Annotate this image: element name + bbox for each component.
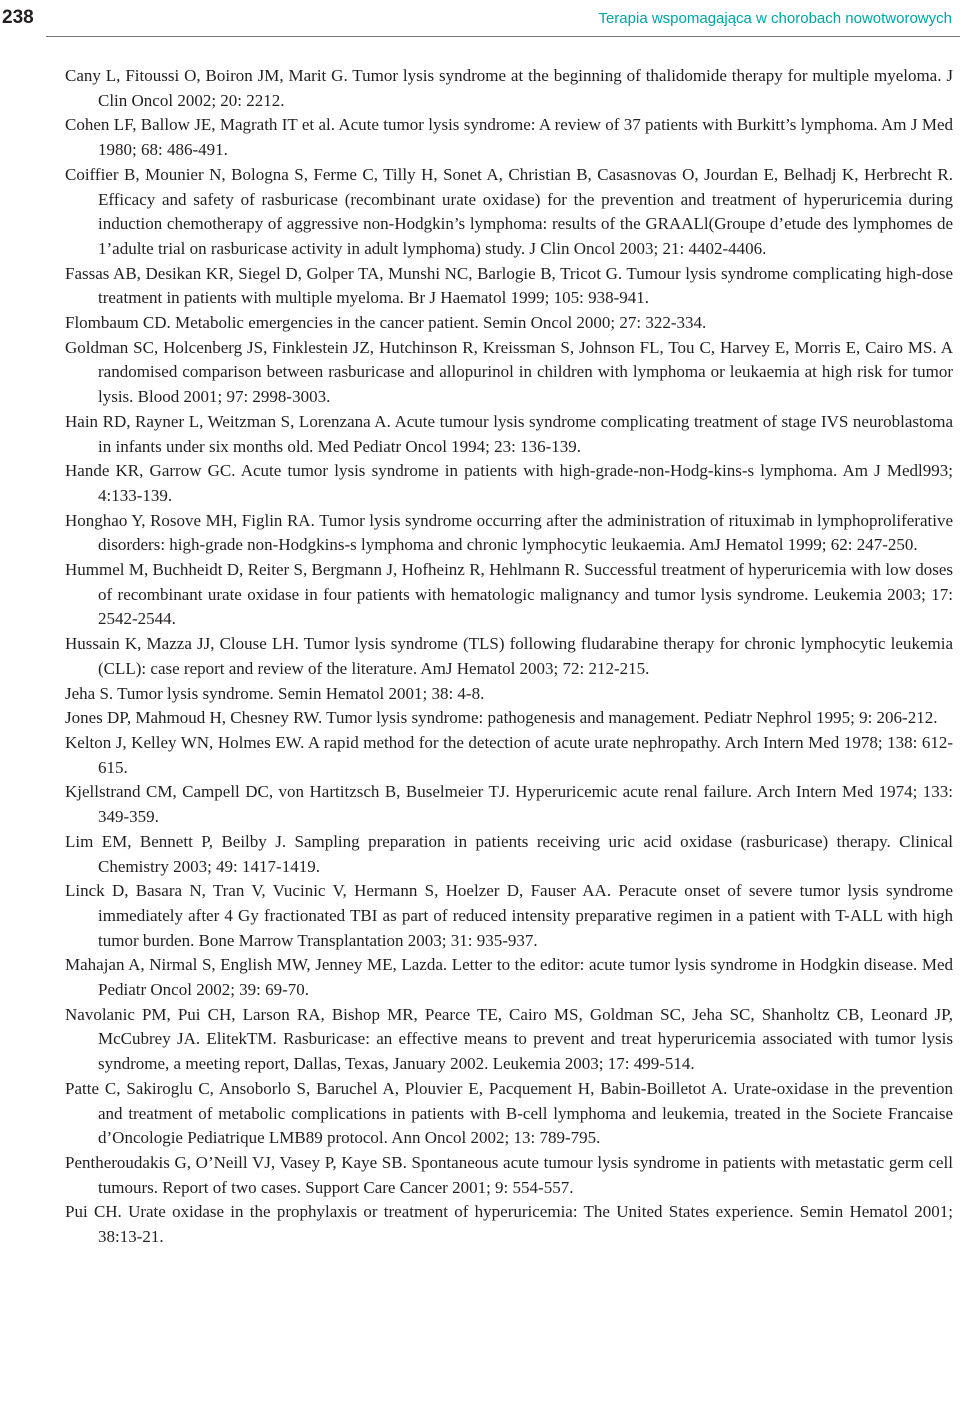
reference-item: Jones DP, Mahmoud H, Chesney RW. Tumor lysis syndrome: pathogenesis and management. Pediatr Nephrol 1995; 9: 206-212. (65, 708, 938, 728)
reference-item: Flombaum CD. Metabolic emergencies in the cancer patient. Semin Oncol 2000; 27: 322-334. (65, 313, 707, 333)
reference-item: Honghao Y, Rosove MH, Figlin RA. Tumor lysis syndrome occurring after the administration of rituximab in lymphoproliferative disorders: high-grade non-Hodgkins-s lymphoma and chronic lymphocytic leukaemia. AmJ Hematol 1999; 62: 247-250. (65, 510, 953, 555)
reference-item: Hummel M, Buchheidt D, Reiter S, Bergmann J, Hofheinz R, Hehlmann R. Successful treatment of hyperuricemia with low doses of recombinant urate oxidase in four patients with hematologic malignancy and tumor lysis syndrome. Leukemia 2003; 17: 2542-2544. (65, 560, 953, 629)
header-divider (46, 36, 960, 37)
page-header (0, 0, 960, 36)
reference-item: Pui CH. Urate oxidase in the prophylaxis or treatment of hyperuricemia: The United States experience. Semin Hematol 2001; 38:13-21. (65, 1202, 953, 1247)
reference-item: Hande KR, Garrow GC. Acute tumor lysis syndrome in patients with high-grade-non-Hodg-kins-s lymphoma. Am J Medl993; 4:133-139. (65, 461, 953, 505)
reference-item: Pentheroudakis G, O’Neill VJ, Vasey P, Kaye SB. Spontaneous acute tumour lysis syndrome in patients with metastatic germ cell tumours. Report of two cases. Support Care Cancer 2001; 9: 554-557. (65, 1152, 953, 1197)
reference-item: Hain RD, Rayner L, Weitzman S, Lorenzana A. Acute tumour lysis syndrome complicating treatment of stage IVS neuroblastoma in infants under six months old. Med Pediatr Oncol 1994; 23: 136-139. (65, 411, 953, 456)
running-title: Terapia wspomagająca w chorobach nowotworowych (598, 9, 952, 27)
reference-item: Goldman SC, Holcenberg JS, Finklestein JZ, Hutchinson R, Kreissman S, Johnson FL, Tou C, Harvey E, Morris E, Cairo MS. A randomised comparison between rasburicase and allopurinol in children with lymphoma or leukaemia at high risk for tumor lysis. Blood 2001; 97: 2998-3003. (65, 337, 953, 407)
reference-item: Fassas AB, Desikan KR, Siegel D, Golper TA, Munshi NC, Barlogie B, Tricot G. Tumour lysis syndrome complicating high-dose treatment in patients with multiple myeloma. Br J Haematol 1999; 105: 938-941. (65, 263, 953, 308)
reference-item: Kelton J, Kelley WN, Holmes EW. A rapid method for the detection of acute urate nephropathy. Arch Intern Med 1978; 138: 612-615. (65, 732, 953, 777)
reference-item: Coiffier B, Mounier N, Bologna S, Ferme C, Tilly H, Sonet A, Christian B, Casasnovas O, Jourdan E, Belhadj K, Herbrecht R. Efficacy and safety of rasburicase (recombinant urate oxidase) for the prevention and treatment of hyperuricemia during induction chemotherapy of aggressive non-Hodgkin’s lymphoma: results of the GRAALl(Groupe d’etude des lymphomes de 1’adulte trial on rasburicase activity in adult lymphoma) study. J Clin Oncol 2003; 21: 4402-4406. (65, 164, 953, 258)
reference-item: Jeha S. Tumor lysis syndrome. Semin Hematol 2001; 38: 4-8. (65, 683, 485, 703)
reference-item: Patte C, Sakiroglu C, Ansoborlo S, Baruchel A, Plouvier E, Pacquement H, Babin-Boilletot A. Urate-oxidase in the prevention and treatment of metabolic complications in patients with B-cell lymphoma and leukemia, treated in the Societe Francaise d’Oncologie Pediatrique LMB89 protocol. Ann Oncol 2002; 13: 789-795. (65, 1078, 953, 1148)
reference-item: Cohen LF, Ballow JE, Magrath IT et al. Acute tumor lysis syndrome: A review of 37 patients with Burkitt’s lymphoma. Am J Med 1980; 68: 486-491. (65, 115, 953, 160)
reference-item: Navolanic PM, Pui CH, Larson RA, Bishop MR, Pearce TE, Cairo MS, Goldman SC, Jeha SC, Shanholtz CB, Leonard JP, McCubrey JA. ElitekTM. Rasburicase: an effective means to prevent and treat hyperuricemia associated with tumor lysis syndrome, a meeting report, Dallas, Texas, January 2002. Leukemia 2003; 17: 499-514. (65, 1004, 953, 1074)
reference-item: Cany L, Fitoussi O, Boiron JM, Marit G. Tumor lysis syndrome at the beginning of thalidomide therapy for multiple myeloma. J Clin Oncol 2002; 20: 2212. (65, 66, 953, 110)
page-number: 238 (2, 7, 34, 28)
reference-item: Mahajan A, Nirmal S, English MW, Jenney ME, Lazda. Letter to the editor: acute tumor lysis syndrome in Hodgkin disease. Med Pediatr Oncol 2002; 39: 69-70. (65, 955, 953, 1000)
reference-item: Kjellstrand CM, Campell DC, von Hartitzsch B, Buselmeier TJ. Hyperuricemic acute renal failure. Arch Intern Med 1974; 133: 349-359. (65, 782, 953, 827)
reference-item: Lim EM, Bennett P, Beilby J. Sampling preparation in patients receiving uric acid oxidase (rasburicase) therapy. Clinical Chemistry 2003; 49: 1417-1419. (65, 831, 953, 876)
reference-list (65, 64, 953, 1250)
reference-item: Linck D, Basara N, Tran V, Vucinic V, Hermann S, Hoelzer D, Fauser AA. Peracute onset of severe tumor lysis syndrome immediately after 4 Gy fractionated TBI as part of reduced intensity preparative regimen in a patient with T-ALL with high tumor burden. Bone Marrow Transplantation 2003; 31: 935-937. (65, 881, 953, 950)
reference-item: Hussain K, Mazza JJ, Clouse LH. Tumor lysis syndrome (TLS) following fludarabine therapy for chronic lymphocytic leukemia (CLL): case report and review of the literature. AmJ Hematol 2003; 72: 212-215. (65, 634, 953, 678)
